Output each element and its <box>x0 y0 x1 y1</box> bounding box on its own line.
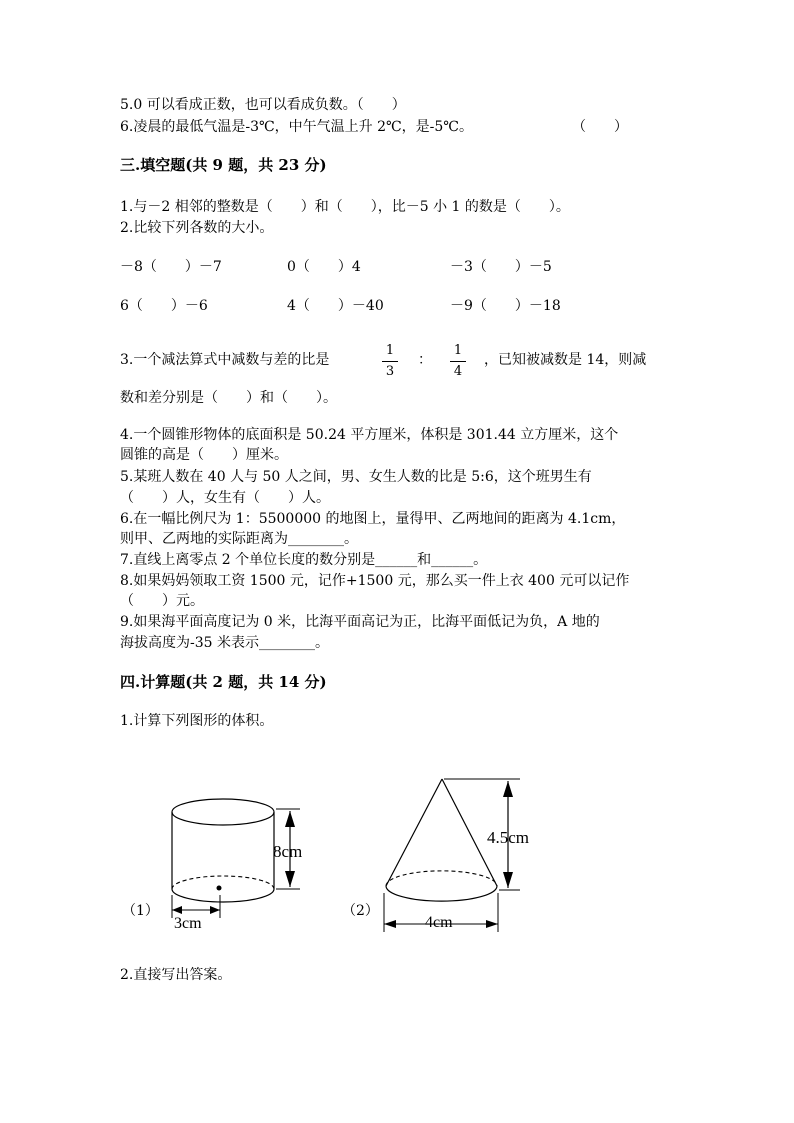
cylinder-base-back-dashed <box>172 876 274 889</box>
cone-height-arrow-head-top <box>503 781 513 797</box>
calc-question-1: 1.计算下列图形的体积。 <box>120 713 274 729</box>
fill-question-6-line-1: 6.在一幅比例尺为 1：5500000 的地图上，量得甲、乙两地间的距离为 4.1cm， <box>120 511 626 527</box>
height-arrow-head-bottom <box>285 871 295 887</box>
fill-question-2: 2.比较下列各数的大小。 <box>120 220 274 236</box>
section-3-heading: 三.填空题(共 9 题，共 23 分) <box>120 156 327 174</box>
figure-2-label: （2） <box>342 903 379 919</box>
fill-question-4-line-2: 圆锥的高是（ ）厘米。 <box>120 447 288 463</box>
fraction-bar <box>382 361 398 362</box>
fill-question-3-suffix: ，已知被减数是 14，则减 <box>484 352 647 368</box>
fill-question-4-line-1: 4.一个圆锥形物体的底面积是 50.24 平方厘米，体积是 301.44 立方厘米，这个 <box>120 427 619 443</box>
fraction-bar <box>450 361 466 362</box>
fraction-numerator: 1 <box>385 343 395 358</box>
judge-question-5: 5.0 可以看成正数，也可以看成负数。（ ） <box>120 97 406 113</box>
fraction-numerator: 1 <box>453 343 463 358</box>
fill-question-9-line-2: 海拔高度为-35 米表示________。 <box>120 635 329 651</box>
cone-base-back-dashed <box>386 871 497 886</box>
compare-item-1: －8（ ）－7 <box>120 259 222 275</box>
cylinder-base-front <box>172 889 274 902</box>
fill-question-7: 7.直线上离零点 2 个单位长度的数分别是______和______。 <box>120 552 488 568</box>
compare-item-6: －9（ ）－18 <box>450 298 561 314</box>
fill-question-1: 1.与－2 相邻的整数是（ ）和（ ），比－5 小 1 的数是（ ）。 <box>120 199 570 215</box>
section-4-heading: 四.计算题(共 2 题，共 14 分) <box>120 673 327 691</box>
compare-item-2: 0（ ）4 <box>287 259 361 275</box>
fill-question-3-line-2: 数和差分别是（ ）和（ ）。 <box>120 390 337 406</box>
cone-base-front <box>386 886 497 901</box>
fill-question-6-line-2: 则甲、乙两地的实际距离为________。 <box>120 531 358 547</box>
cone-height-label: 4.5cm <box>487 828 530 847</box>
height-arrow-head-top <box>285 811 295 827</box>
cylinder-base-center <box>217 886 222 891</box>
compare-item-3: －3（ ）－5 <box>450 259 552 275</box>
fraction-denominator: 4 <box>453 364 463 379</box>
figure-1-label: （1） <box>122 903 159 919</box>
judge-question-6-answer-paren: （ ） <box>572 119 628 135</box>
radius-arrow-head-left <box>172 906 182 914</box>
compare-item-5: 4（ ）－40 <box>287 298 384 314</box>
judge-question-6: 6.凌晨的最低气温是-3℃，中午气温上升 2℃，是-5℃。 <box>120 119 473 135</box>
calc-question-2: 2.直接写出答案。 <box>120 967 232 983</box>
radius-arrow-head-right <box>210 906 220 914</box>
cylinder-height-label: 8cm <box>273 842 303 861</box>
fraction-one-fourth <box>450 343 466 380</box>
fill-question-5-line-2: （ ）人，女生有（ ）人。 <box>120 490 330 506</box>
cone-diameter-label: 4cm <box>425 914 453 931</box>
ratio-colon: ： <box>418 352 432 368</box>
fill-question-9-line-1: 9.如果海平面高度记为 0 米，比海平面高记为正，比海平面低记为负，A 地的 <box>120 614 600 630</box>
cylinder-top-ellipse <box>172 799 274 825</box>
fill-question-5-line-1: 5.某班人数在 40 人与 50 人之间，男、女生人数的比是 5:6，这个班男生有 <box>120 469 592 485</box>
cone-left-edge <box>386 779 442 886</box>
diameter-arrow-head-left <box>384 920 396 928</box>
fill-question-3-prefix: 3.一个减法算式中减数与差的比是 <box>120 352 330 368</box>
fill-question-8-line-1: 8.如果妈妈领取工资 1500 元，记作+1500 元，那么买一件上衣 400 元可以记作 <box>120 573 630 589</box>
diameter-arrow-head-right <box>486 920 498 928</box>
compare-item-4: 6（ ）－6 <box>120 298 208 314</box>
cylinder-radius-label: 3cm <box>174 915 202 932</box>
fraction-one-third <box>382 343 398 380</box>
cone-height-arrow-head-bottom <box>503 872 513 888</box>
fraction-denominator: 3 <box>385 364 395 379</box>
fill-question-8-line-2: （ ）元。 <box>120 593 204 609</box>
